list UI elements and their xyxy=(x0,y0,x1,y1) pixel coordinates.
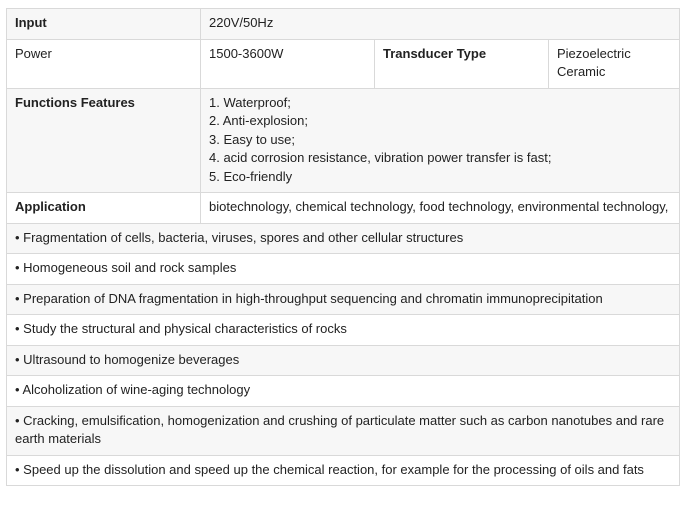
power-label: Power xyxy=(7,39,201,88)
transducer-label: Transducer Type xyxy=(375,39,549,88)
bullet-row xyxy=(7,284,680,315)
spec-table-wrapper xyxy=(6,8,679,486)
input-value: 220V/50Hz xyxy=(201,9,680,40)
row-input xyxy=(7,9,680,40)
bullet-item: • Fragmentation of cells, bacteria, viruses, spores and other cellular structures xyxy=(7,223,680,254)
bullet-row xyxy=(7,223,680,254)
bullet-item: • Alcoholization of wine-aging technology xyxy=(7,376,680,407)
bullet-row xyxy=(7,406,680,455)
bullet-row xyxy=(7,455,680,486)
bullet-row xyxy=(7,254,680,285)
application-value: biotechnology, chemical technology, food technology, environmental technology, xyxy=(201,193,680,224)
functions-list xyxy=(201,88,680,193)
input-label: Input xyxy=(7,9,201,40)
spec-table xyxy=(6,8,680,486)
bullet-item: • Study the structural and physical characteristics of rocks xyxy=(7,315,680,346)
row-power xyxy=(7,39,680,88)
function-item: 1. Waterproof; xyxy=(209,94,291,110)
bullet-row xyxy=(7,345,680,376)
application-label: Application xyxy=(7,193,201,224)
power-value: 1500-3600W xyxy=(201,39,375,88)
function-item: 2. Anti-explosion; xyxy=(209,113,309,128)
transducer-value: Piezoelectric Ceramic xyxy=(549,39,680,88)
row-application xyxy=(7,193,680,224)
bullet-item: • Preparation of DNA fragmentation in high-throughput sequencing and chromatin immunoprecipitation xyxy=(7,284,680,315)
function-item: 4. acid corrosion resistance, vibration power transfer is fast; xyxy=(209,150,552,165)
bullet-item: • Homogeneous soil and rock samples xyxy=(7,254,680,285)
functions-label: Functions Features xyxy=(7,88,201,193)
function-item: 5. Eco-friendly xyxy=(209,168,293,184)
bullet-row xyxy=(7,376,680,407)
function-item: 3. Easy to use; xyxy=(209,131,295,147)
row-functions xyxy=(7,88,680,193)
bullet-item: • Speed up the dissolution and speed up the chemical reaction, for example for the processing of oils and fats xyxy=(7,455,680,486)
bullet-row xyxy=(7,315,680,346)
bullet-item: • Ultrasound to homogenize beverages xyxy=(7,345,680,376)
bullet-item: • Cracking, emulsification, homogenization and crushing of particulate matter such as carbon nanotubes and rare earth materials xyxy=(7,406,680,455)
